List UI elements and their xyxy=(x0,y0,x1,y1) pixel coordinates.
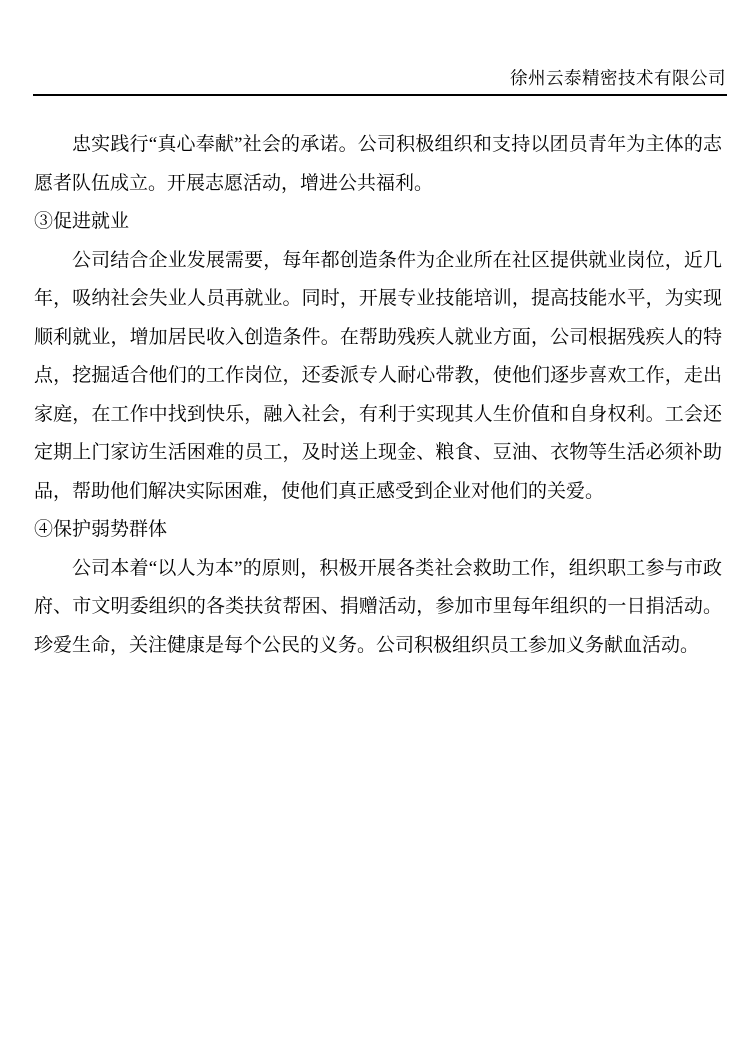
paragraph-social-assistance: 公司本着“以人为本”的原则，积极开展各类社会救助工作，组织职工参与市政府、市文明委组织的各类扶贫帮困、捐赠活动，参加市里每年组织的一日捐活动。珍爱生命，关注健康是每个公民的义务。公司积极组织员工参加义务献血活动。 xyxy=(34,557,722,656)
paragraph-volunteer-commitment: 忠实践行“真心奉献”社会的承诺。公司积极组织和支持以团员青年为主体的志愿者队伍成立。开展志愿活动，增进公共福利。 xyxy=(34,134,722,194)
section-heading-protect-vulnerable-groups: ④保护弱势群体 xyxy=(34,519,168,540)
header-divider xyxy=(33,94,727,96)
header-company-name: 徐州云泰精密技术有限公司 xyxy=(510,68,726,88)
paragraph-employment-support: 公司结合企业发展需要，每年都创造条件为企业所在社区提供就业岗位，近几年，吸纳社会失业人员再就业。同时，开展专业技能培训，提高技能水平，为实现顺利就业，增加居民收入创造条件。在帮助残疾人就业方面，公司根据残疾人的特点，挖掘适合他们的工作岗位，还委派专人耐心带教，使他们逐步喜欢工作，走出家庭，在工作中找到快乐，融入社会，有利于实现其人生价值和自身权利。工会还定期上门家访生活困难的员工，及时送上现金、粮食、豆油、衣物等生活必须补助品，帮助他们解决实际困难，使他们真正感受到企业对他们的关爱。 xyxy=(34,249,722,502)
section-heading-promote-employment: ③促进就业 xyxy=(34,211,130,232)
document-body xyxy=(34,126,722,665)
page-header xyxy=(0,0,750,90)
